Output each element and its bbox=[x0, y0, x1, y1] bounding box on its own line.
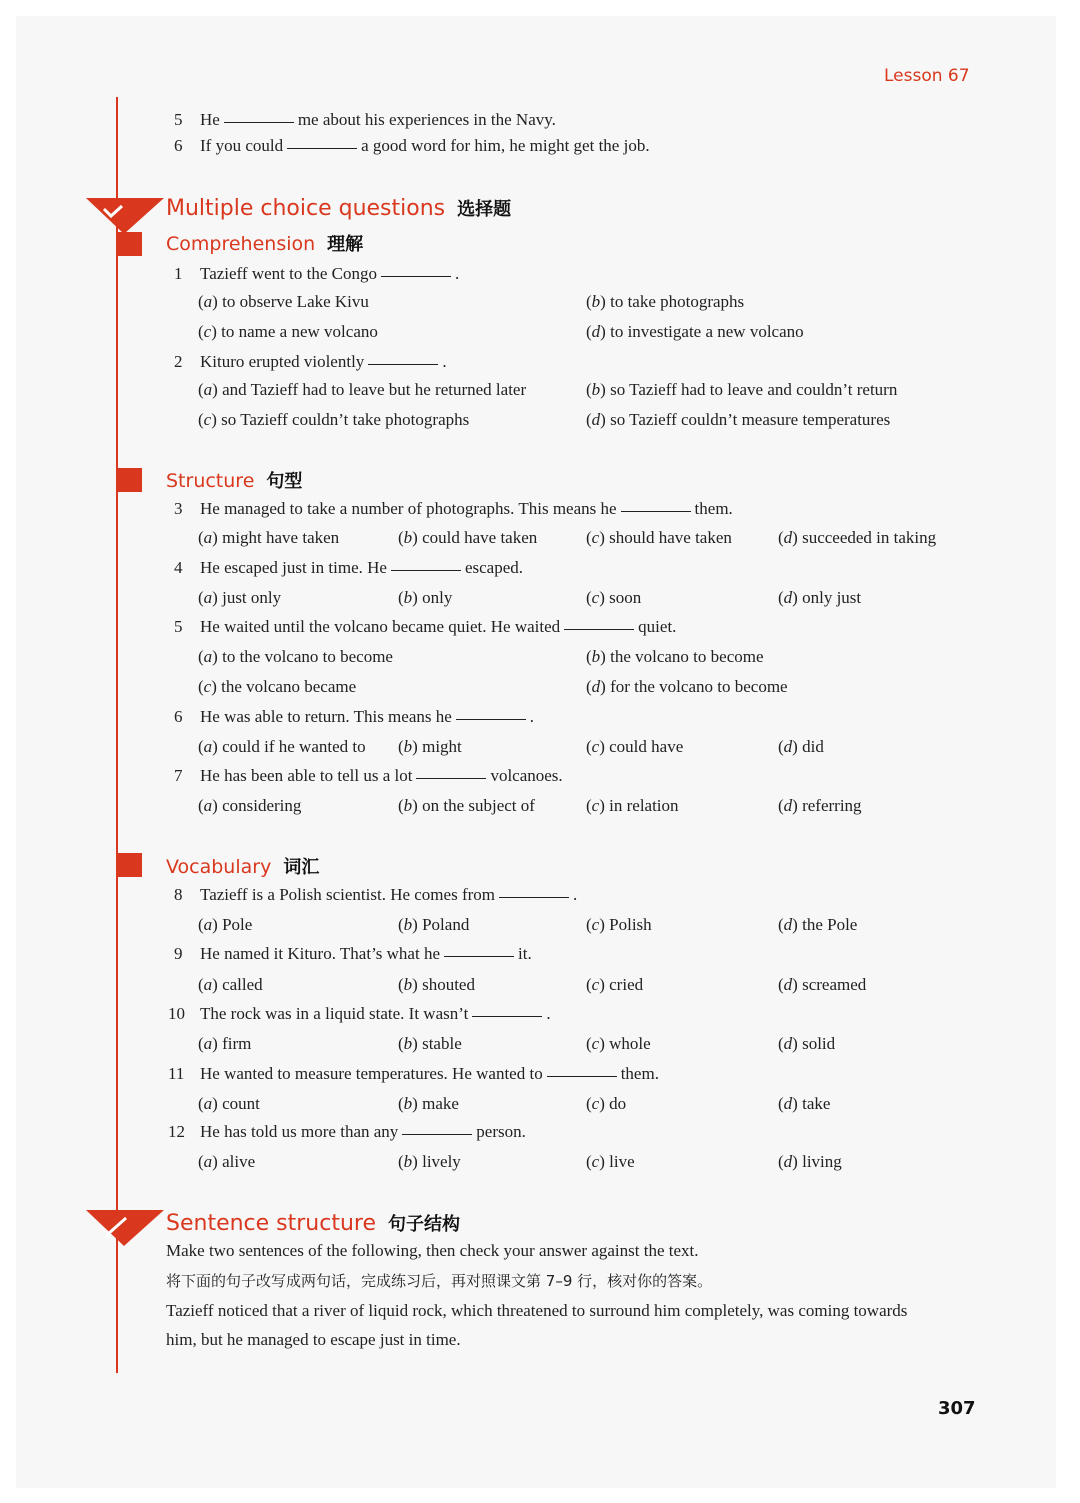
question-5: 5 He waited until the volcano became quiet. He waited quiet. bbox=[174, 617, 677, 636]
question-4: 4 He escaped just in time. He escaped. bbox=[174, 558, 524, 577]
question-12: 12 He has told us more than any person. bbox=[168, 1122, 526, 1141]
section-marker bbox=[118, 232, 142, 256]
option-c: (c) so Tazieff couldn’t take photographs bbox=[198, 410, 470, 429]
option-c: (c) could have bbox=[586, 737, 684, 756]
option-b: (b) to take photographs bbox=[586, 292, 745, 311]
mcq-heading: Multiple choice questions 选择题 bbox=[166, 196, 512, 221]
instruction-en: Make two sentences of the following, then check your answer against the text. bbox=[166, 1241, 699, 1260]
instruction-zh: 将下面的句子改写成两句话，完成练习后，再对照课文第 7–9 行，核对你的答案。 bbox=[166, 1272, 713, 1290]
question-8: 8 Tazieff is a Polish scientist. He comes from . bbox=[174, 885, 578, 904]
option-d: (d) for the volcano to become bbox=[586, 677, 788, 696]
option-b: (b) on the subject of bbox=[398, 796, 535, 815]
option-d: (d) screamed bbox=[778, 975, 867, 994]
option-a: (a) count bbox=[198, 1094, 260, 1113]
option-a: (a) just only bbox=[198, 588, 282, 607]
question-7: 7 He has been able to tell us a lot volcanoes. bbox=[174, 766, 563, 785]
option-b: (b) stable bbox=[398, 1034, 462, 1053]
option-d: (d) living bbox=[778, 1152, 842, 1171]
option-d: (d) succeeded in taking bbox=[778, 528, 937, 547]
option-b: (b) the volcano to become bbox=[586, 647, 764, 666]
option-b: (b) Poland bbox=[398, 915, 470, 934]
option-b: (b) shouted bbox=[398, 975, 475, 994]
question-3: 3 He managed to take a number of photographs. This means he them. bbox=[174, 499, 733, 518]
option-b: (b) make bbox=[398, 1094, 459, 1113]
sentence-structure-heading: Sentence structure 句子结构 bbox=[166, 1211, 461, 1236]
option-a: (a) might have taken bbox=[198, 528, 340, 547]
exercise-item: 5 He me about his experiences in the Navy. bbox=[174, 110, 556, 129]
page-number: 307 bbox=[938, 1398, 976, 1419]
option-b: (b) could have taken bbox=[398, 528, 538, 547]
option-c: (c) live bbox=[586, 1152, 635, 1171]
option-d: (d) to investigate a new volcano bbox=[586, 322, 804, 341]
option-b: (b) might bbox=[398, 737, 462, 756]
exercise-text-line-1: Tazieff noticed that a river of liquid rock, which threatened to surround him completely, was coming towards bbox=[166, 1301, 908, 1320]
option-a: (a) to the volcano to become bbox=[198, 647, 393, 666]
section-marker bbox=[118, 853, 142, 877]
question-6: 6 He was able to return. This means he . bbox=[174, 707, 535, 726]
option-c: (c) whole bbox=[586, 1034, 651, 1053]
option-b: (b) only bbox=[398, 588, 453, 607]
option-b: (b) so Tazieff had to leave and couldn’t return bbox=[586, 380, 898, 399]
option-d: (d) referring bbox=[778, 796, 862, 815]
option-a: (a) called bbox=[198, 975, 263, 994]
margin-rule bbox=[116, 97, 118, 1373]
option-a: (a) and Tazieff had to leave but he returned later bbox=[198, 380, 527, 399]
lesson-label: Lesson 67 bbox=[884, 66, 970, 86]
option-a: (a) considering bbox=[198, 796, 302, 815]
section-marker bbox=[118, 468, 142, 492]
option-a: (a) to observe Lake Kivu bbox=[198, 292, 369, 311]
option-c: (c) cried bbox=[586, 975, 644, 994]
option-d: (d) did bbox=[778, 737, 824, 756]
option-c: (c) do bbox=[586, 1094, 627, 1113]
option-c: (c) the volcano became bbox=[198, 677, 357, 696]
option-a: (a) alive bbox=[198, 1152, 256, 1171]
pencil-icon bbox=[86, 1208, 166, 1253]
option-a: (a) Pole bbox=[198, 915, 253, 934]
option-d: (d) take bbox=[778, 1094, 831, 1113]
exercise-item: 6 If you could a good word for him, he might get the job. bbox=[174, 136, 650, 155]
exercise-text-line-2: him, but he managed to escape just in time. bbox=[166, 1330, 461, 1349]
option-c: (c) to name a new volcano bbox=[198, 322, 378, 341]
vocabulary-heading: Vocabulary 词汇 bbox=[166, 856, 320, 878]
question-2: 2 Kituro erupted violently . bbox=[174, 352, 447, 371]
option-d: (d) so Tazieff couldn’t measure temperatures bbox=[586, 410, 891, 429]
option-d: (d) solid bbox=[778, 1034, 836, 1053]
question-1: 1 Tazieff went to the Congo . bbox=[174, 264, 460, 283]
question-9: 9 He named it Kituro. That’s what he it. bbox=[174, 944, 532, 963]
option-a: (a) could if he wanted to bbox=[198, 737, 366, 756]
option-c: (c) Polish bbox=[586, 915, 652, 934]
option-d: (d) the Pole bbox=[778, 915, 858, 934]
question-10: 10 The rock was in a liquid state. It wasn’t . bbox=[168, 1004, 551, 1023]
question-11: 11 He wanted to measure temperatures. He wanted to them. bbox=[168, 1064, 659, 1083]
option-c: (c) should have taken bbox=[586, 528, 732, 547]
comprehension-heading: Comprehension 理解 bbox=[166, 233, 364, 255]
option-d: (d) only just bbox=[778, 588, 862, 607]
option-c: (c) in relation bbox=[586, 796, 679, 815]
option-b: (b) lively bbox=[398, 1152, 461, 1171]
option-a: (a) firm bbox=[198, 1034, 252, 1053]
structure-heading: Structure 句型 bbox=[166, 470, 303, 492]
option-c: (c) soon bbox=[586, 588, 642, 607]
